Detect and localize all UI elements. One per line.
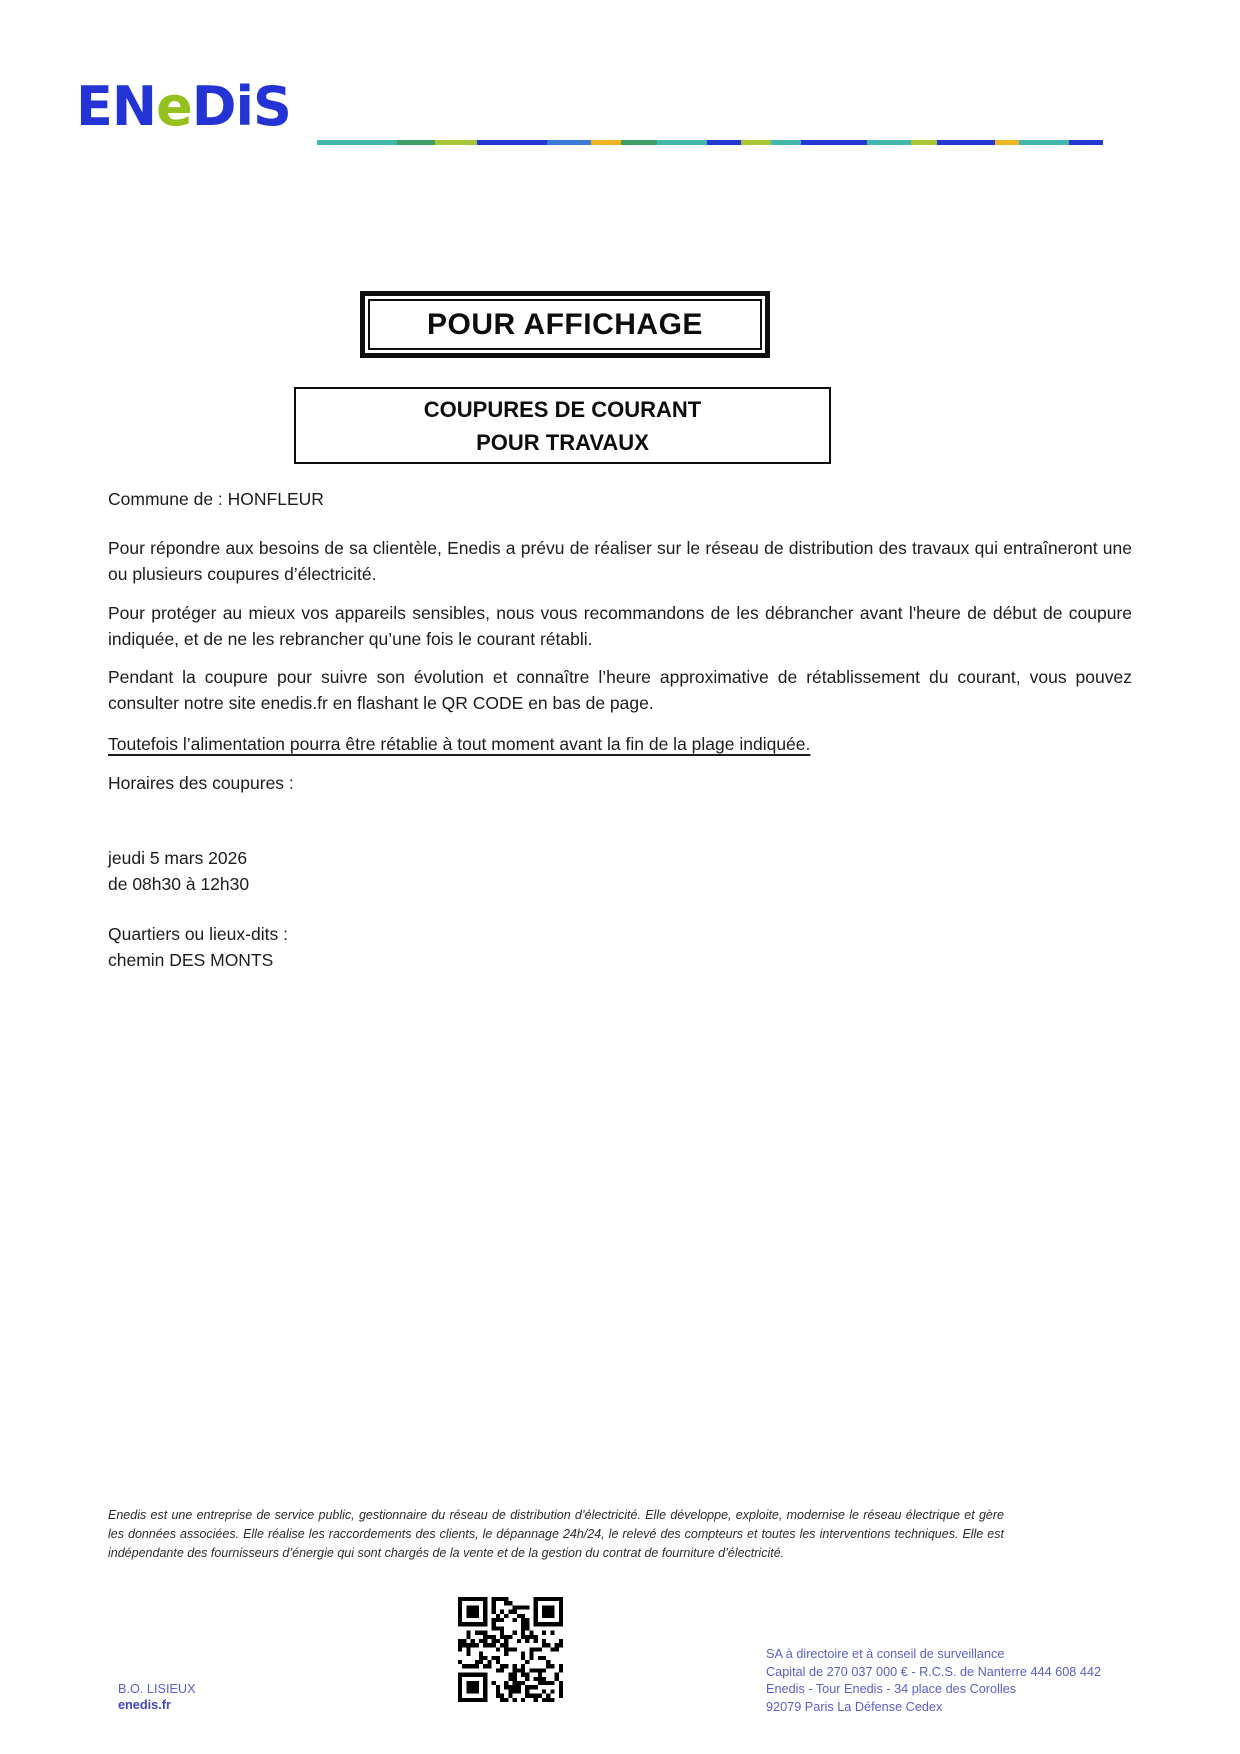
rule-segment <box>1069 140 1103 145</box>
rule-segment <box>547 140 591 145</box>
logo-text-left: EN <box>76 75 157 138</box>
districts-block <box>108 921 1132 973</box>
rule-segment <box>867 140 911 145</box>
affichage-banner <box>360 291 770 358</box>
rule-segment <box>937 140 995 145</box>
enedis-logo <box>76 75 291 138</box>
coupures-banner-line2: POUR TRAVAUX <box>476 429 649 455</box>
affichage-banner-inner <box>368 299 762 350</box>
company-legal-form: SA à directoire et à conseil de surveillance <box>766 1647 1005 1661</box>
office-block <box>118 1681 196 1713</box>
rule-segment <box>801 140 867 145</box>
footer-about: Enedis est une entreprise de service public, gestionnaire du réseau de distribution d’électricité. Elle développe, exploite, modernise le réseau électrique et gère les données associées. Elle réalise les raccordements des clients, le dépannage 24h/24, le relevé des compteurs et toutes les interventions techniques. Elle est indépendante des fournisseurs d’énergie qui sont chargés de la vente et de la gestion du contrat de fourniture d’électricité. <box>108 1508 1004 1560</box>
districts-heading: Quartiers ou lieux-dits : <box>108 924 288 944</box>
rule-segment <box>477 140 547 145</box>
intro-paragraph: Pour répondre aux besoins de sa clientèle, Enedis a prévu de réaliser sur le réseau de distribution des travaux qui entraîneront une ou plusieurs coupures d’électricité. <box>108 538 1132 584</box>
rule-segment <box>621 140 657 145</box>
company-capital: Capital de 270 037 000 € - R.C.S. de Nanterre 444 608 442 <box>766 1664 1102 1679</box>
schedule-heading: Horaires des coupures : <box>108 773 294 793</box>
rule-segment <box>771 140 801 145</box>
company-address-line2: 92079 Paris La Défense Cedex <box>766 1699 943 1714</box>
office-name: B.O. LISIEUX <box>118 1682 196 1696</box>
outage-date: jeudi 5 mars 2026 <box>108 848 248 868</box>
rule-segment <box>911 140 937 145</box>
rule-segment <box>317 140 397 145</box>
districts-value: chemin DES MONTS <box>108 950 274 970</box>
rule-segment <box>435 140 477 145</box>
rule-segment <box>707 140 741 145</box>
company-address-line1: Enedis - Tour Enedis - 34 place des Corolles <box>766 1682 1017 1696</box>
logo-letter-green: e <box>156 75 192 138</box>
rule-segment <box>591 140 621 145</box>
advice-paragraph: Pour protéger au mieux vos appareils sensibles, nous vous recommandons de les débrancher avant l'heure de début de coupure indiquée, et de ne les rebrancher qu’une fois le courant rétabli. <box>108 603 1132 649</box>
rule-segment <box>397 140 435 145</box>
rule-segment <box>657 140 707 145</box>
body-copy <box>108 486 1132 973</box>
rule-segment <box>1019 140 1069 145</box>
company-info <box>766 1646 1101 1716</box>
qr-code <box>458 1597 563 1702</box>
coupures-banner <box>294 387 831 464</box>
affichage-banner-label: POUR AFFICHAGE <box>427 307 703 341</box>
qr-info-paragraph: Pendant la coupure pour suivre son évolution et connaître l’heure approximative de rétablissement du courant, vous pouvez consulter notre site enedis.fr en flashant le QR CODE en bas de page. <box>108 667 1132 713</box>
restore-notice <box>108 731 1132 757</box>
outage-dates <box>108 845 1132 897</box>
restore-notice-text: Toutefois l’alimentation pourra être rétablie à tout moment avant la fin de la plage indiquée. <box>108 734 811 754</box>
logo-text-right: DiS <box>191 75 291 138</box>
header-rule <box>317 140 1103 145</box>
commune-line: Commune de : HONFLEUR <box>108 489 324 509</box>
rule-segment <box>741 140 771 145</box>
rule-segment <box>995 140 1019 145</box>
outage-time: de 08h30 à 12h30 <box>108 874 250 894</box>
coupures-banner-line1: COUPURES DE COURANT <box>423 396 702 422</box>
website-label: enedis.fr <box>118 1698 171 1712</box>
